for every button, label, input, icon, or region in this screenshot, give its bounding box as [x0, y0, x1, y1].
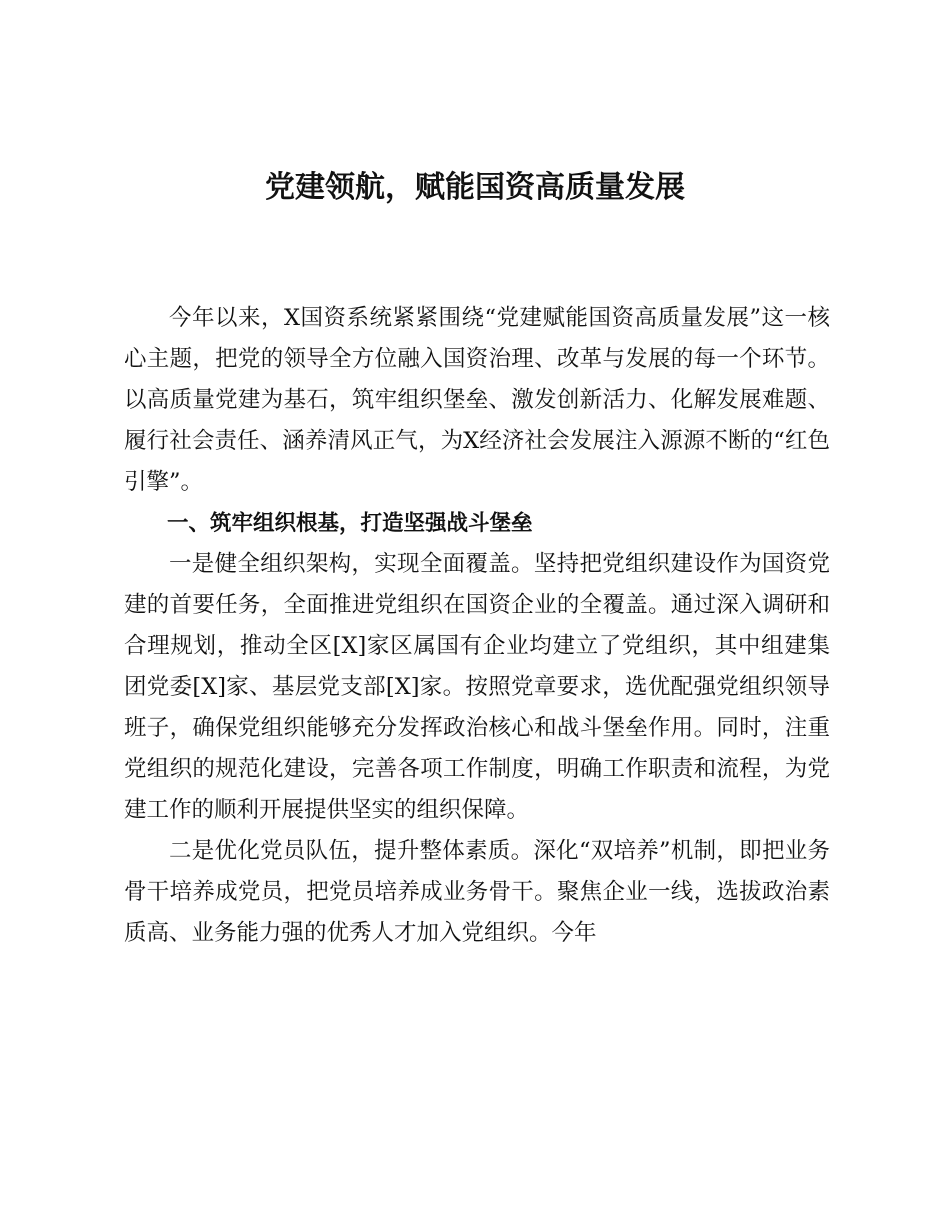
section-heading: 一、筑牢组织根基，打造坚强战斗堡垒 — [167, 511, 533, 536]
body-paragraph: 一是健全组织架构，实现全面覆盖。坚持把党组织建设作为国资党建的首要任务，全面推进党组织在国资企业的全覆盖。通过深入调研和合理规划，推动全区[X]家区属国有企业均建立了党组织，其中组建集团党委[X]家、基层党支部[X]家。按照党章要求，选优配强党组织领导班子，确保党组织能够充分发挥政治核心和战斗堡垒作用。同时，注重党组织的规范化建设，完善各项工作制度，明确工作职责和流程，为党建工作的顺利开展提供坚实的组织保障。 — [124, 551, 830, 823]
document-title: 党建领航，赋能国资高质量发展 — [265, 170, 685, 205]
body-paragraph: 二是优化党员队伍，提升整体素质。深化“双培养”机制，即把业务骨干培养成党员，把党员培养成业务骨干。聚焦企业一线，选拔政治素质高、业务能力强的优秀人才加入党组织。今年 — [124, 838, 830, 946]
intro-paragraph: 今年以来，X国资系统紧紧围绕“党建赋能国资高质量发展”这一核心主题，把党的领导全方位融入国资治理、改革与发展的每一个环节。以高质量党建为基石，筑牢组织堡垒、激发创新活力、化解发展难题、履行社会责任、涵养清风正气，为X经济社会发展注入源源不断的“红色引擎”。 — [124, 305, 830, 495]
document-body — [124, 298, 830, 954]
